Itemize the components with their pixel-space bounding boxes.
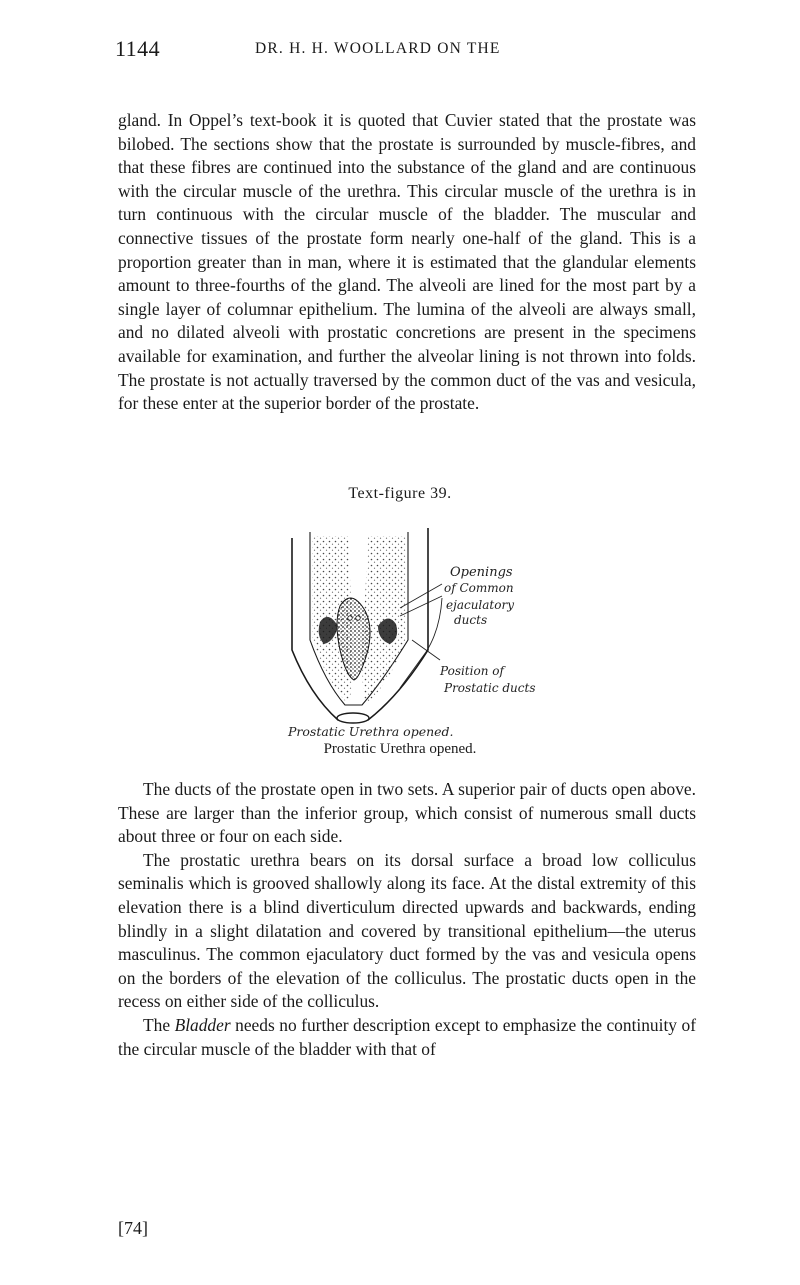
leader-openings-2 (400, 596, 442, 616)
page-header (115, 36, 695, 66)
label-openings-3: ejaculatory (446, 598, 514, 612)
label-openings-2: of Common (444, 581, 514, 595)
bladder-prefix: The (143, 1014, 175, 1035)
label-position-1: Position of (440, 664, 504, 678)
label-openings-4: ducts (454, 613, 488, 627)
label-position-2: Prostatic ducts (444, 681, 536, 695)
duct-opening-left (348, 616, 352, 620)
bladder-rest: needs no further description except to emphasize the continuity of the circular muscle of the bladder with that of (118, 1014, 697, 1059)
bladder-term: Bladder (174, 1014, 231, 1035)
figure-title: Text-figure 39. (348, 485, 452, 502)
running-head: DR. H. H. WOOLLARD ON THE (255, 40, 501, 57)
paragraph-bladder (118, 1014, 696, 1061)
body-paragraphs (118, 778, 696, 1061)
page-signature: [74] (118, 1218, 148, 1238)
label-openings-1: Openings (450, 565, 513, 580)
text-figure-39 (250, 510, 570, 758)
intro-paragraph: gland. In Oppel’s text-book it is quoted that Cuvier stated that the prostate was bilobed. The sections show that the prostate is surrounded by muscle-fibres, and that these fibres are continued into the substance of the gland and are continuous with the circular muscle of the urethra. This circular muscle of the urethra is in turn continuous with the circular muscle of the bladder. The muscular and connective tissues of the prostate form nearly one-half of the gland. This is a proportion greater than in man, where it is estimated that the glandular elements amount to three-fourths of the gland. The alveoli are lined for the most part by a single layer of columnar epithelium. The lumina of the alveoli are always small, and no dilated alveoli with prostatic concretions are present in the specimens available for examination, and further the alveolar lining is not thrown into folds. The prostate is not actually traversed by the common duct of the vas and vesicula, for these enter at the superior border of the prostate. (118, 110, 696, 414)
urethra-cut-end (337, 713, 369, 723)
figure-drawing (250, 510, 570, 758)
page-number: 1144 (115, 36, 161, 61)
leader-position-2 (412, 640, 440, 660)
figure-caption: Prostatic Urethra opened. (323, 741, 477, 757)
paragraph-prostatic-urethra: The prostatic urethra bears on its dorsal surface a broad low colliculus seminalis which is grooved shallowly along its face. At the distal extremity of this elevation there is a blind diverticulum directed upwards and backwards, ending blindly in a slight dilatation and covered by transitional epithelium—the uterus masculinus. The common ejaculatory duct formed by the vas and vesicula opens on the borders of the elevation of the colliculus. The prostatic ducts open in the recess on either side of the colliculus. (118, 849, 696, 1012)
paragraph-prostate-ducts: The ducts of the prostate open in two sets. A superior pair of ducts open above. These are larger than the inferior group, which consist of numerous small ducts about three or four on each side. (118, 779, 696, 847)
duct-opening-right (356, 616, 360, 620)
leader-openings (400, 584, 442, 608)
intro-paragraph-block (118, 109, 696, 416)
label-bottom: Prostatic Urethra opened. (288, 724, 454, 739)
